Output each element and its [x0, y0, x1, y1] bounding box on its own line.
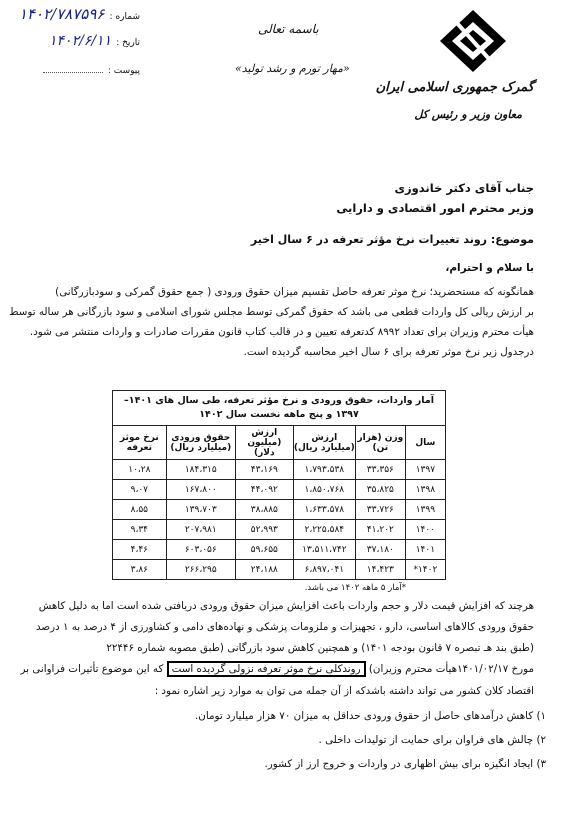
cell-value-usd: ۴۴،۰۹۲ — [235, 480, 293, 500]
letter-number — [8, 4, 140, 26]
cell-duties: ۱۶۷،۸۰۰ — [166, 480, 235, 500]
letter-date-label: تاریخ : — [116, 38, 140, 48]
greeting: با سلام و احترام، — [445, 262, 534, 274]
letter-attachment-label: پیوست : — [107, 66, 140, 76]
customs-logo — [438, 8, 508, 74]
cell-duties: ۶۰۳،۰۵۶ — [166, 540, 235, 560]
table-title: آمار واردات، حقوق ورودی و نرخ مؤثر تعرفه، طی سال های ۱۴۰۱–۱۳۹۷ و پنج ماهه نخست سال ۱۴۰۲ — [113, 391, 446, 426]
cell-effective-rate: ۸،۵۵ — [113, 500, 167, 520]
table-row — [113, 500, 446, 520]
cell-value-rial: ۱،۶۳۳،۵۷۸ — [293, 500, 355, 520]
cell-weight: ۳۵،۸۲۵ — [355, 480, 405, 500]
letter-number-value: ۱۴۰۲/۷۸۷۵۹۶ — [18, 5, 105, 23]
recipient-line-2: وزیر محترم امور اقتصادی و دارایی — [336, 201, 534, 215]
cell-effective-rate: ۴،۴۶ — [113, 540, 167, 560]
cell-value-rial: ۱،۸۵۰،۷۶۸ — [293, 480, 355, 500]
cell-year: ۱۴۰۲* — [405, 560, 445, 580]
letter-date-value: ۱۴۰۲/۶/۱۱ — [49, 33, 112, 49]
cell-value-usd: ۲۴،۱۸۸ — [235, 560, 293, 580]
org-subtitle: معاون وزیر و رئیس کل — [414, 108, 522, 121]
body-line-4-end: که این موضوع تأثیرات فراوانی بر — [20, 663, 164, 675]
cell-value-rial: ۱۳،۵۱۱،۷۴۲ — [293, 540, 355, 560]
cell-effective-rate: ۹،۳۴ — [113, 520, 167, 540]
slogan: «مهار تورم و رشد تولید» — [235, 62, 350, 75]
col-header-year: سال — [405, 426, 445, 460]
cell-year: ۱۴۰۱ — [405, 540, 445, 560]
cell-value-rial: ۲،۲۲۵،۵۸۴ — [293, 520, 355, 540]
import-stats-table — [112, 390, 446, 580]
table-row — [113, 480, 446, 500]
intro-line-1: همانگونه که مستحضرید؛ نرخ موثر تعرفه حاصل تقسیم میزان حقوق ورودی ( جمع حقوق گمرکی و سودبازرگانی) — [55, 286, 534, 298]
body-line-5: اقتصاد کلان کشور می تواند داشته باشدکه از آن جمله می توان به موارد زیر اشاره نمود : — [154, 685, 534, 697]
letter-attachment — [8, 58, 140, 76]
list-item: ۲) چالش های فراوان برای حمایت از تولیدات داخلی . — [318, 734, 546, 746]
col-header-value-usd: ارزش (میلیون دلار) — [235, 426, 293, 460]
cell-value-usd: ۵۲،۹۹۳ — [235, 520, 293, 540]
body-line-2: حقوق ورودی کالاهای اساسی، دارو ، تجهیزات و ملزومات پزشکی و نهاده‌های دامی و کشاورزی از ۴ درصد به ۱ درصد — [35, 621, 534, 633]
cell-value-usd: ۳۸،۸۸۵ — [235, 500, 293, 520]
recipient-line-1: جناب آقای دکتر خاندوزی — [394, 181, 534, 195]
cell-year: ۱۳۹۷ — [405, 460, 445, 480]
list-item: ۳) ایجاد انگیزه برای بیش اظهاری در واردات و خروج ارز از کشور. — [264, 758, 546, 770]
org-name: گمرک جمهوری اسلامی ایران — [375, 80, 534, 95]
cell-effective-rate: ۳،۸۶ — [113, 560, 167, 580]
cell-weight: ۱۴،۴۲۳ — [355, 560, 405, 580]
body-line-1: هرچند که افزایش قیمت دلار و حجم واردات باعث افزایش میزان حقوق ورودی دریافتی شده است اما به دلیل کاهش — [38, 600, 534, 612]
cell-duties: ۱۸۴،۳۱۵ — [166, 460, 235, 480]
cell-weight: ۳۳،۳۵۶ — [355, 460, 405, 480]
cell-effective-rate: ۹،۰۷ — [113, 480, 167, 500]
table-header-row — [113, 426, 446, 460]
body-line-4 — [20, 659, 534, 679]
cell-duties: ۲۰۷،۹۸۱ — [166, 520, 235, 540]
letter-date — [8, 30, 140, 52]
intro-line-3: هیأت محترم وزیران برای تعداد ۸۹۹۲ کدتعرفه تعیین و در قالب کتاب قانون مقررات صادرات و واردات منتشر می شود. — [29, 326, 534, 338]
body-line-4-start: مورخ ۱۴۰۱/۰۲/۱۷هیأت محترم وزیران) — [368, 663, 534, 675]
cell-duties: ۲۶۶،۲۹۵ — [166, 560, 235, 580]
table-row — [113, 560, 446, 580]
intro-line-4: درجدول زیر نرخ موثر تعرفه برای ۶ سال اخیر محاسبه گردیده است. — [243, 346, 534, 358]
cell-year: ۱۳۹۹ — [405, 500, 445, 520]
highlighted-conclusion: روندکلی نرخ موثر تعرفه نزولی گردیده است — [167, 661, 366, 677]
list-item: ۱) کاهش درآمدهای حاصل از حقوق ورودی حداقل به میزان ۷۰ هزار میلیارد تومان. — [195, 710, 546, 722]
intro-line-2: بر ارزش ریالی کل واردات قطعی می باشد که حقوق گمرکی توسط مجلس شورای اسلامی و سود بازرگانی هر ساله توسط — [8, 306, 534, 318]
cell-weight: ۳۷،۱۸۰ — [355, 540, 405, 560]
letter-number-label: شماره : — [109, 12, 140, 22]
cell-year: ۱۴۰۰ — [405, 520, 445, 540]
col-header-duties: حقوق ورودی (میلیارد ریال) — [166, 426, 235, 460]
cell-value-usd: ۴۳،۱۶۹ — [235, 460, 293, 480]
col-header-value-rial: ارزش (میلیارد ریال) — [293, 426, 355, 460]
cell-value-rial: ۶،۸۹۷،۰۴۱ — [293, 560, 355, 580]
col-header-effective-rate: نرخ موثر تعرفه — [113, 426, 167, 460]
invocation: باسمه تعالی — [258, 22, 319, 36]
col-header-weight: وزن (هزار تن) — [355, 426, 405, 460]
table-row — [113, 460, 446, 480]
cell-effective-rate: ۱۰،۲۸ — [113, 460, 167, 480]
table-footnote: *آمار ۵ ماهه ۱۴۰۲ می باشد. — [304, 583, 406, 593]
table-row — [113, 540, 446, 560]
import-stats-table-wrapper — [112, 390, 446, 593]
cell-value-usd: ۵۹،۶۵۵ — [235, 540, 293, 560]
cell-year: ۱۳۹۸ — [405, 480, 445, 500]
subject: موضوع: روند تغییرات نرخ مؤثر تعرفه در ۶ سال اخیر — [250, 233, 534, 246]
body-line-3: (طبق بند هـ تبصره ۷ قانون بودجه ۱۴۰۱) و همچنین کاهش سود بازرگانی (طبق مصوبه شماره ۲۲۴۴۶ — [106, 642, 534, 654]
cell-value-rial: ۱،۷۹۳،۵۳۸ — [293, 460, 355, 480]
cell-weight: ۳۳،۷۲۶ — [355, 500, 405, 520]
cell-duties: ۱۳۹،۷۰۳ — [166, 500, 235, 520]
table-row — [113, 520, 446, 540]
cell-weight: ۴۱،۲۰۲ — [355, 520, 405, 540]
